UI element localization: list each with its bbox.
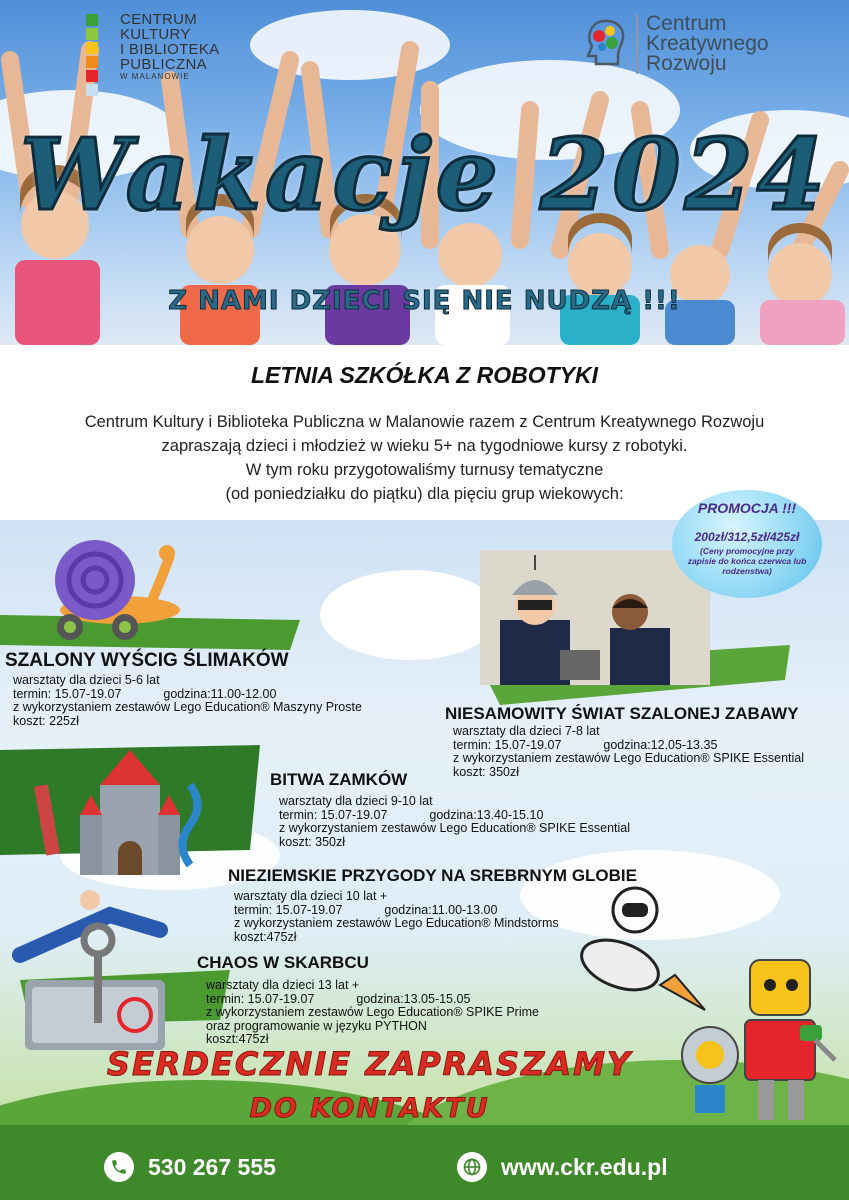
course-age: warsztaty dla dzieci 13 lat +: [206, 978, 360, 992]
course-hours: godzina:11.00-13.00: [384, 902, 498, 917]
ckibp-logo: [86, 12, 219, 96]
hero-title: Wakacje 2024: [20, 118, 829, 233]
closing-contact: DO KONTAKTU: [249, 1093, 490, 1124]
course-title: SZALONY WYŚCIG ŚLIMAKÓW: [5, 650, 289, 671]
course-kit: z wykorzystaniem zestawów Lego Education® Mindstorms: [234, 916, 559, 930]
course-extra: oraz programowanie w języku PYTHON: [206, 1018, 427, 1033]
course-title: BITWA ZAMKÓW: [270, 770, 408, 789]
hero-subtitle: Z NAMI DZIECI SIĘ NIE NUDZĄ !!!: [168, 286, 681, 316]
course-cost: koszt: 225zł: [13, 713, 80, 728]
logo-right-line1: Centrum: [646, 12, 727, 35]
course-kit: z wykorzystaniem zestawów Lego Education® Maszyny Proste: [13, 700, 362, 714]
logo-squares-icon: [86, 14, 112, 96]
course-age: warsztaty dla dzieci 7-8 lat: [453, 724, 600, 738]
hero-banner: [0, 0, 849, 345]
course-details: [453, 725, 804, 779]
course-details: [234, 890, 559, 944]
phone-icon: [104, 1152, 134, 1182]
course-hours: godzina:12.05-13.35: [603, 737, 718, 752]
course-title: NIEZIEMSKIE PRZYGODY NA SREBRNYM GLOBIE: [228, 866, 637, 885]
course-details: [279, 795, 630, 849]
course-title: NIESAMOWITY ŚWIAT SZALONEJ ZABAWY: [445, 704, 799, 723]
course-kit: z wykorzystaniem zestawów Lego Education® SPIKE Essential: [279, 821, 631, 835]
castle-icon: [30, 745, 220, 880]
snail-icon: [20, 535, 190, 645]
promo-title: PROMOCJA !!!: [697, 500, 797, 516]
promo-prices: 200zł/312,5zł/425zł: [694, 530, 800, 544]
course-age: warsztaty dla dzieci 9-10 lat: [279, 794, 433, 808]
phone-number[interactable]: 530 267 555: [148, 1153, 276, 1180]
course-kit: z wykorzystaniem zestawów Lego Education® SPIKE Essential: [453, 751, 805, 765]
logo-left-small: W MALANOWIE: [120, 72, 190, 81]
globe-icon: [457, 1152, 487, 1182]
course-term: termin: 15.07-19.07: [13, 686, 122, 701]
closing-invite: SERDECZNIE ZAPRASZAMY: [106, 1045, 633, 1083]
logo-right-line2: Kreatywnego: [646, 32, 769, 55]
intro-line: zapraszają dzieci i młodzież w wieku 5+ na tygodniowe kursy z robotyki.: [161, 437, 688, 455]
logo-left-line3: I BIBLIOTEKA: [120, 41, 220, 58]
main-heading: LETNIA SZKÓŁKA Z ROBOTYKI: [250, 362, 599, 388]
vault-key-icon: [10, 885, 190, 1050]
course-term: termin: 15.07-19.07: [206, 991, 315, 1006]
course-cost: koszt:475zł: [206, 1032, 269, 1046]
course-hours: godzina:13.05-15.05: [356, 991, 471, 1006]
ckr-logo: [572, 14, 769, 74]
course-age: warsztaty dla dzieci 10 lat +: [234, 889, 388, 903]
logo-left-line4: PUBLICZNA: [120, 56, 207, 73]
course-cost: koszt: 350zł: [453, 764, 520, 779]
intro-line: W tym roku przygotowaliśmy turnusy tematyczne: [245, 461, 604, 479]
course-term: termin: 15.07-19.07: [234, 902, 343, 917]
course-term: termin: 15.07-19.07: [453, 737, 562, 752]
course-details: [13, 674, 362, 728]
course-kit: z wykorzystaniem zestawów Lego Education® SPIKE Prime: [206, 1005, 539, 1019]
course-details: [206, 979, 539, 1047]
promo-bubble: [672, 490, 822, 598]
course-hours: godzina:11.00-12.00: [163, 686, 277, 701]
logo-left-line2: KULTURY: [120, 26, 191, 43]
logo-right-line3: Rozwoju: [646, 52, 727, 75]
contact-web: [457, 1152, 668, 1182]
intro-line: (od poniedziałku do piątku) dla pięciu grup wiekowych:: [225, 485, 624, 503]
logo-left-line1: CENTRUM: [120, 11, 198, 28]
course-term: termin: 15.07-19.07: [279, 807, 388, 822]
course-hours: godzina:13.40-15.10: [429, 807, 544, 822]
intro-line: Centrum Kultury i Biblioteka Publiczna w Malanowie razem z Centrum Kreatywnego Rozwoju: [84, 413, 765, 431]
course-cost: koszt: 350zł: [279, 834, 346, 849]
course-title: CHAOS W SKARBCU: [197, 953, 369, 972]
course-cost: koszt:475zł: [234, 929, 297, 944]
head-gears-icon: [572, 16, 628, 72]
course-age: warsztaty dla dzieci 5-6 lat: [13, 673, 160, 687]
intro-text: [0, 410, 849, 506]
website-link[interactable]: www.ckr.edu.pl: [501, 1153, 668, 1180]
promo-note: (Ceny promocyjne przy zapisie do końca czerwca lub rodzenstwa): [687, 546, 807, 576]
contact-phone: [104, 1152, 276, 1182]
